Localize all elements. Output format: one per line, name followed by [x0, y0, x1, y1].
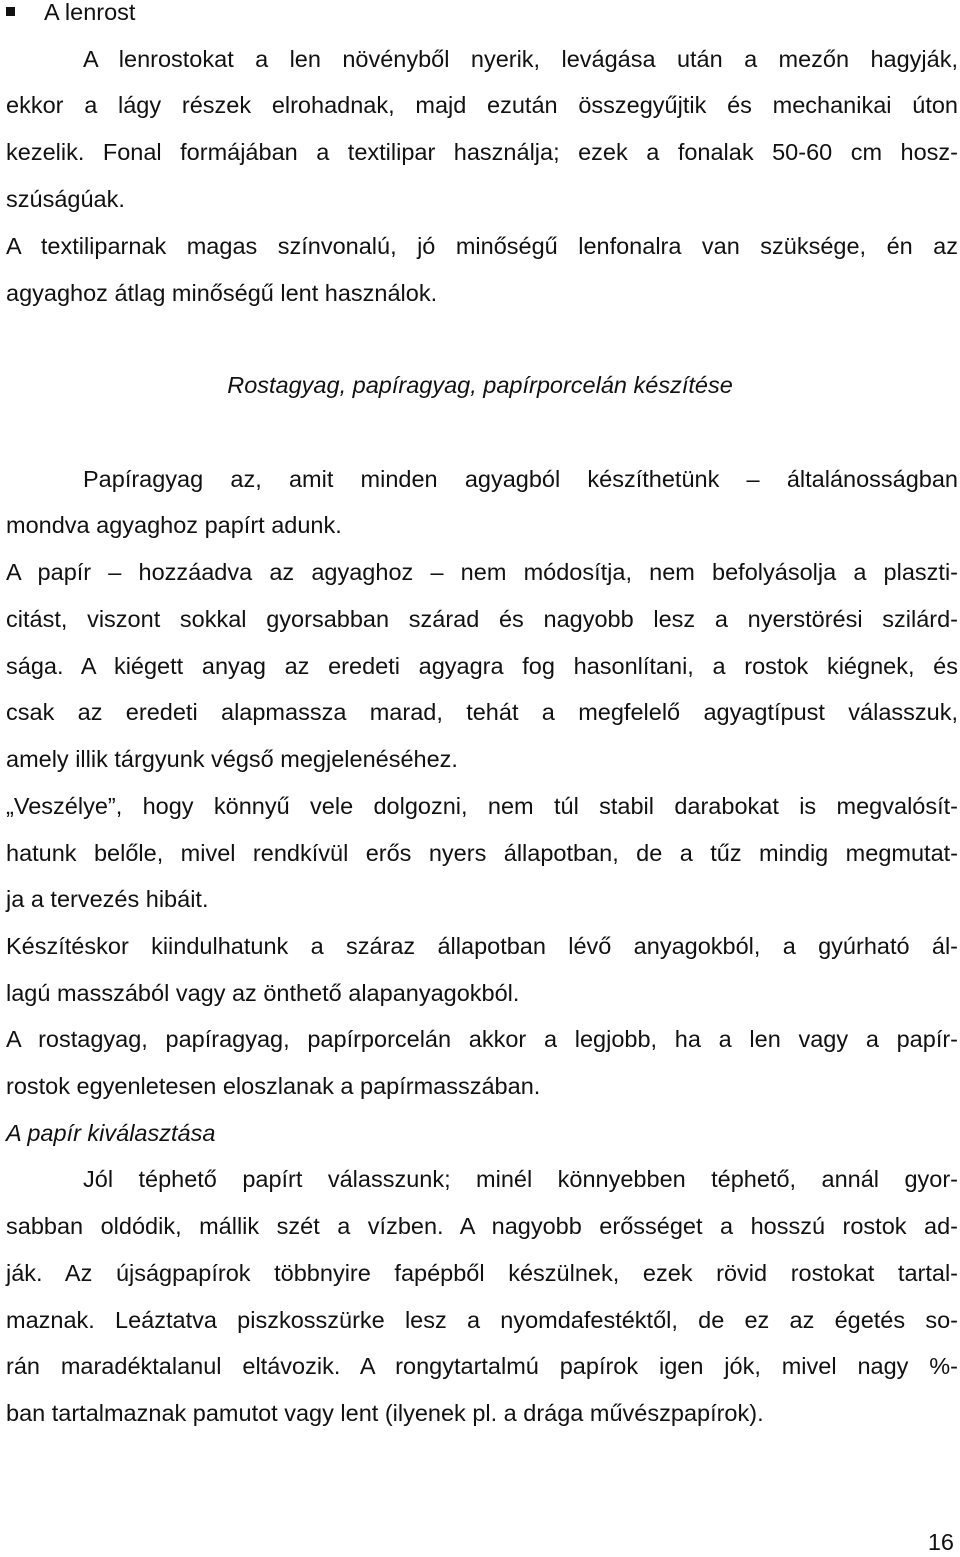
body-line: Készítéskor kiindulhatunk a száraz állapotban lévő anyagokból, a gyúrható ál- — [6, 933, 958, 959]
body-line: mondva agyaghoz papírt adunk. — [6, 512, 342, 538]
page-number: 16 — [927, 1529, 954, 1555]
paper-line: rán maradéktalanul eltávozik. A rongytartalmú papírok igen jók, mivel nagy %- — [6, 1353, 958, 1379]
body-line: A rostagyag, papíragyag, papírporcelán akkor a legjobb, ha a len vagy a papír- — [6, 1026, 958, 1052]
body-line: A papír – hozzáadva az agyaghoz – nem módosítja, nem befolyásolja a plaszti- — [6, 559, 958, 585]
bullet-icon — [6, 7, 15, 16]
intro-line: agyaghoz átlag minőségű lent használok. — [6, 280, 438, 306]
intro-line: A lenrostokat a len növényből nyerik, levágása után a mezőn hagyják, — [83, 46, 958, 72]
body-line: „Veszélye”, hogy könnyű vele dolgozni, nem túl stabil darabokat is megvalósít- — [6, 793, 958, 819]
page-heading: Rostagyag, papíragyag, papírporcelán készítése — [227, 372, 733, 398]
paper-line: maznak. Leáztatva piszkosszürke lesz a nyomdafestéktől, de ez az égetés so- — [6, 1307, 958, 1333]
paper-line: sabban oldódik, mállik szét a vízben. A nagyobb erősséget a hosszú rostok ad- — [6, 1213, 958, 1239]
body-line: Papíragyag az, amit minden agyagból készíthetünk – általánosságban — [83, 466, 958, 492]
paper-line: Jól téphető papírt válasszunk; minél könnyebben téphető, annál gyor- — [83, 1166, 958, 1192]
body-line: hatunk belőle, mivel rendkívül erős nyers állapotban, de a tűz mindig megmutat- — [6, 840, 958, 866]
body-line: sága. A kiégett anyag az eredeti agyagra fog hasonlítani, a rostok kiégnek, és — [6, 653, 958, 679]
subheading: A papír kiválasztása — [6, 1120, 216, 1146]
intro-line: szúságúak. — [6, 186, 125, 212]
paper-line: ják. Az újságpapírok többnyire fapépből készülnek, ezek rövid rostokat tartal- — [6, 1260, 958, 1286]
intro-line: ekkor a lágy részek elrohadnak, majd ezután összegyűjtik és mechanikai úton — [6, 92, 958, 118]
body-line: rostok egyenletesen eloszlanak a papírmasszában. — [6, 1073, 541, 1099]
intro-line: A textiliparnak magas színvonalú, jó minőségű lenfonalra van szüksége, én az — [6, 233, 958, 259]
body-line: csak az eredeti alapmassza marad, tehát a megfelelő agyagtípust válasszuk, — [6, 699, 958, 725]
body-line: lagú masszából vagy az önthető alapanyagokból. — [6, 980, 520, 1006]
section-title: A lenrost — [44, 0, 136, 25]
body-line: amely illik tárgyunk végső megjelenéséhez. — [6, 746, 458, 772]
paper-line: ban tartalmaznak pamutot vagy lent (ilyenek pl. a drága művészpapírok). — [6, 1400, 764, 1426]
body-line: citást, viszont sokkal gyorsabban szárad és nagyobb lesz a nyerstörési szilárd- — [6, 606, 958, 632]
body-line: ja a tervezés hibáit. — [6, 886, 209, 912]
intro-line: kezelik. Fonal formájában a textilipar használja; ezek a fonalak 50-60 cm hosz- — [6, 139, 958, 165]
